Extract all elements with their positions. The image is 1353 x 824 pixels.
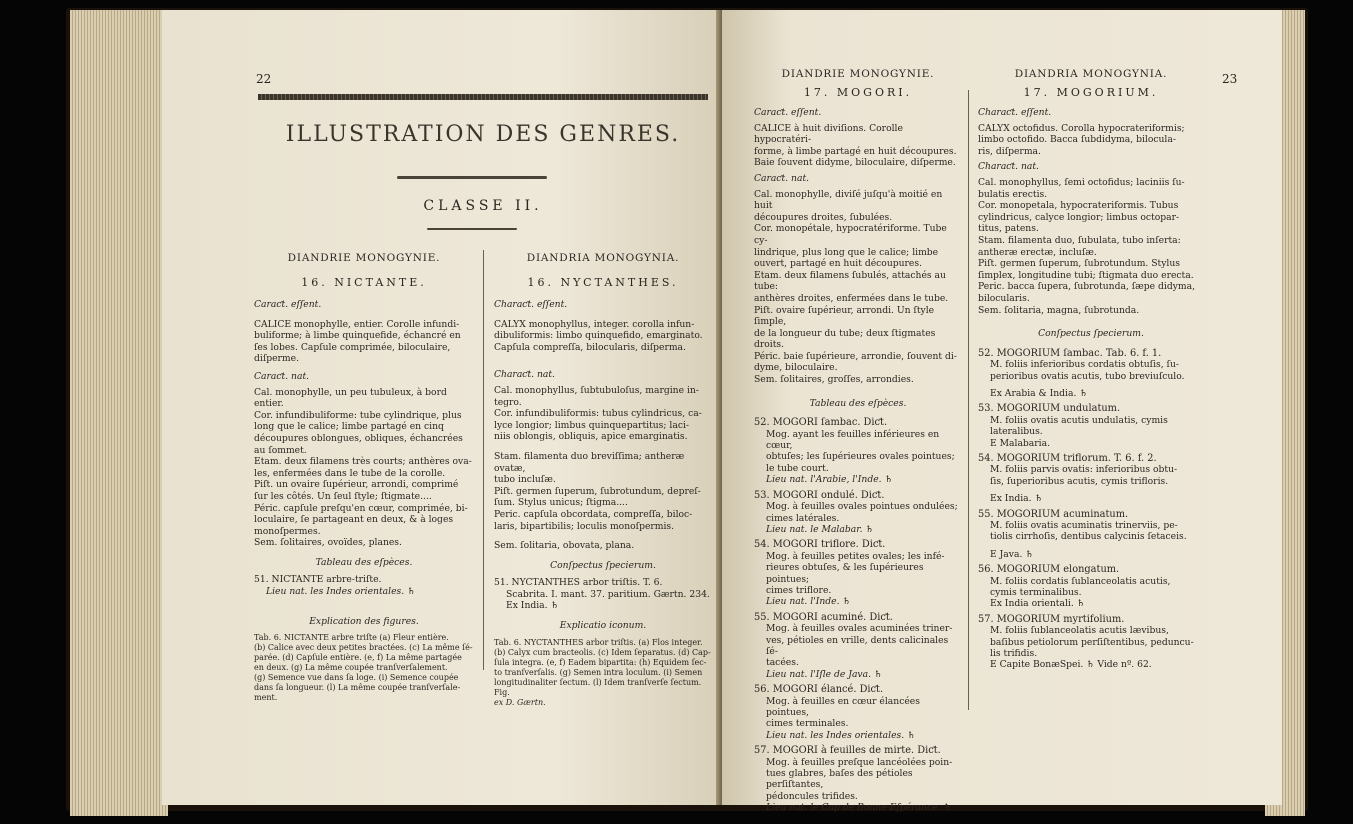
classe-heading: CLASSE II. — [423, 198, 543, 214]
left-page — [162, 10, 722, 805]
page-edges-left — [70, 10, 168, 816]
conspectus-heading: Conſpectus ſpecierum. — [550, 559, 656, 571]
column-divider — [483, 250, 484, 670]
latin-column — [494, 252, 712, 708]
genus-heading: 16. NYCTANTHES. — [527, 276, 679, 289]
nat-text: Cal. monophylle, un peu tubuleux, à bord entier. Cor. infundibuliforme: tube cylindrique, plus long que le calice; limbe partagé en cinq découpures oblongues, obliques, échancrées au ſommet. Etam. deux filamens très courts; anthères ova- les, enfermées dans le tube de la corolle. Piſt. un ovaire ſupérieur, arrondi, comprimé ſur les côtés. Un ſeul ſtyle; ſtigmate.... Péric. capſule preſqu'en cœur, comprimée, bi- loculaire, ſe partageant en deux, & à loges monoſpermes. Sem. ſolitaires, ovoïdes, planes. — [254, 386, 472, 549]
essent-text: CALICE à huit diviſions. Corolle hypocratéri- forme, à limbe partagé en huit découpures. Baie ſouvent didyme, biloculaire, diſperme. — [754, 122, 957, 169]
charact-essent-label: Charaƈt. eſſent. — [978, 107, 1052, 118]
latin-column — [978, 68, 1204, 671]
charact-nat-label: Charaƈt. nat. — [978, 161, 1039, 173]
species-entry: 54. MOGORI triflore. Diƈt. Mog. à feuilles petites ovales; les infé- rieures obtuſes, & les ſupérieures pointues; cimes triflore. Lieu nat. l'Inde. ♄ — [754, 539, 945, 608]
explicatio-heading: Explicatio iconum. — [559, 620, 647, 632]
species-entry: 56. MOGORI élancé. Diƈt. Mog. à feuilles en cœur élancées pointues, cimes terminales. Lieu nat. les Indes orientales. ♄ — [754, 684, 920, 741]
ornament-rule — [397, 176, 547, 179]
species-entry: 57. MOGORI à feuilles de mirte. Diƈt. Mog. à feuilles preſque lancéolées poin- tues glabres, baſes des pétioles perſiſtantes, pédoncules trifides. Lieu nat. le Cap de Bonne-Eſpérance. ♄ — [754, 745, 953, 814]
charact-nat-label: Caraƈt. nat. — [254, 370, 310, 382]
page-title: ILLUSTRATION DES GENRES. — [285, 122, 681, 147]
tableau-heading: Tableau des eſpèces. — [809, 397, 907, 409]
species-entry: 52. MOGORI ſambac. Diƈt. Mog. ayant les feuilles inférieures en cœur, obtuſes; les ſupérieures ovales pointues; le tube court. Lieu nat. l'Arabie, l'Inde. ♄ — [754, 417, 955, 486]
ornament-rule-small — [427, 228, 517, 230]
charact-essent-label: Caraƈt. eſſent. — [754, 107, 822, 118]
right-page — [722, 10, 1282, 814]
species-entry: 51. NYCTANTHES arbor triſtis. T. 6. Scabrita. I. mant. 37. paritium. Gærtn. 234. Ex India. ♄ — [494, 577, 710, 612]
order-heading: DIANDRIE MONOGYNIE. — [781, 68, 935, 80]
species-entry: 53. MOGORI ondulé. Diƈt. Mog. à feuilles ovales pointues ondulées; cimes latérales. Lieu nat. le Malabar. ♄ — [754, 489, 958, 535]
charact-nat-label: Caraƈt. nat. — [754, 172, 810, 184]
charact-essent-label: Caraƈt. eſſent. — [254, 299, 322, 310]
explication-text: Tab. 6. NICTANTE arbre triſte (a) Fleur entière. (b) Calice avec deux petites bractées. (c) La même ſé- parée. (d) Capſule entière. (e, f) La même partagée en deux. (g) La même coupée tranſverſalement. (g) Semence vue dans ſa loge. (i) Semence coupée dans ſa longueur. (l) La même coupée tranſverſale- ment. — [254, 633, 473, 703]
page-number: 23 — [1222, 72, 1238, 86]
order-heading: DIANDRIA MONOGYNIA. — [1014, 68, 1168, 80]
conspectus-heading: Conſpectus ſpecierum. — [1038, 328, 1144, 340]
page-number: 22 — [256, 72, 272, 86]
order-heading: DIANDRIA MONOGYNIA. — [526, 252, 680, 264]
species-entry: 57. MOGORIUM myrtifolium. M. foliis ſublanceolatis acutis lævibus, baſibus petiolorum perſiſtentibus, peduncu- lis trifidis. E Capite BonæSpei. ♄ Vide nº. 62. — [978, 613, 1194, 671]
genus-heading: 16. NICTANTE. — [301, 276, 427, 289]
order-heading: DIANDRIE MONOGYNIE. — [287, 252, 441, 264]
nat-text: Cal. monophylle, diviſé juſqu'à moitié en huit découpures droites, ſubulées. Cor. monopétale, hypocratériforme. Tube cy- lindrique, plus long que le calice; limbe ouvert, partagé en huit découpures. Etam. deux filamens ſubulés, attachés au tube: anthères droites, enfermées dans le tube. Piſt. ovaire ſupérieur, arrondi. Un ſtyle ſimple, de la longueur du tube; deux ſtigmates droits. Péric. baie ſupérieure, arrondie, ſouvent di- dyme, biloculaire. Sem. ſolitaires, groſſes, arrondies. — [754, 188, 957, 386]
charact-nat-label: Charaƈt. nat. — [494, 369, 555, 381]
essent-text: CALYX monophyllus, integer. corolla infun- dibuliformis: limbo quinquefido, emarginato. Capſula compreſſa, bilocularis, diſperma. — [494, 318, 703, 353]
species-entry: 56. MOGORIUM elongatum. M. foliis cordatis ſublanceolatis acutis, cymis terminalibus. Ex India orientali. ♄ — [978, 564, 1171, 610]
species-entry: 55. MOGORIUM acuminatum. M. foliis ovatis acuminatis trinerviis, pe- tiolis cirrhoſis, dentibus calycinis ſetaceis. E Java. ♄ — [978, 508, 1187, 560]
explication-heading: Explication des figures. — [309, 615, 419, 627]
french-column — [254, 252, 474, 703]
column-divider — [968, 90, 969, 710]
nat-text: Cal. monophyllus, ſubtubuloſus, margine in- tegro. Cor. infundibuliformis: tubus cylindricus, ca- lyce longior; limbus quinquepartitus; laci- niis oblongis, obliquis, apice emarginatis. Stam. filamenta duo breviſſima; antheræ ovatæ, tubo incluſæ. Piſt. germen ſuperum, ſubrotundum, depreſ- ſum. Stylus unicus; ſtigma.... Peric. capſula obcordata, compreſſa, biloc- laris, bipartibilis; loculis monoſpermis. Sem. ſolitaria, obovata, plana. — [494, 384, 702, 552]
species-entry: 52. MOGORIUM ſambac. Tab. 6. f. 1. M. foliis inferioribus cordatis obtuſis, ſu- perioribus ovatis acutis, tubo breviuſculo. Ex Arabia & India. ♄ — [978, 347, 1185, 399]
french-column — [754, 68, 962, 814]
tableau-heading: Tableau des eſpèces. — [315, 556, 413, 568]
header-rule — [258, 94, 708, 100]
nat-text: Cal. monophyllus, ſemi octofidus; laciniis ſu- bulatis erectis. Cor. monopetala, hypocrateriformis. Tubus cylindricus, calyce longior; limbus octopar- titus, patens. Stam. filamenta duo, ſubulata, tubo inſerta: antheræ erectæ, incluſæ. Piſt. germen ſuperum, ſubrotundum. Stylus ſimplex, longitudine tubi; ſtigmata duo erecta. Peric. bacca ſupera, ſubrotunda, ſæpe didyma, bilocularis. Sem. ſolitaria, magna, ſubrotunda. — [978, 176, 1196, 316]
species-entry: 54. MOGORIUM triflorum. T. 6. f. 2. M. foliis parvis ovatis: inferioribus obtu- ſis, ſuperioribus acutis, cymis trifloris. Ex India. ♄ — [978, 452, 1178, 505]
explicatio-text: Tab. 6. NYCTANTHES arbor triſtis. (a) Flos integer. (b) Calyx cum bracteolis. (c) Idem ſeparatus. (d) Cap- ſula integra. (e, f) Eadem bipartita: (h) Equidem ſec- to tranſverſalis. (g) Semen intra loculum. (i) Semen longitudinaliter ſectum. (l) Idem tranſverſe ſectum. Fig. ex D. Gærtn. — [494, 637, 711, 707]
species-entry: 53. MOGORIUM undulatum. M. foliis ovatis acutis undulatis, cymis lateralibus. E Malabaria. — [978, 403, 1168, 449]
essent-text: CALYX octofidus. Corolla hypocrateriformis; limbo octofido. Bacca ſubdidyma, bilocula- ris, diſperma. — [978, 122, 1185, 157]
charact-essent-label: Charaƈt. eſſent. — [494, 299, 568, 310]
essent-text: CALICE monophylle, entier. Corolle infundi- buliforme; à limbe quinquefide, échancré en ſes lobes. Capſule comprimée, biloculaire, diſperme. — [254, 318, 461, 365]
genus-heading: 17. MOGORI. — [803, 86, 913, 99]
species-entry: 51. NICTANTE arbre-triſte. Lieu nat. les Indes orientales. ♄ — [254, 574, 416, 598]
genus-heading: 17. MOGORIUM. — [1023, 86, 1159, 99]
species-entry: 55. MOGORI acuminé. Diƈt. Mog. à feuilles ovales acuminées triner- ves, pétioles en vrille, dents calicinales ſé- tacées. Lieu nat. l'Iſle de Java. ♄ — [754, 611, 953, 680]
